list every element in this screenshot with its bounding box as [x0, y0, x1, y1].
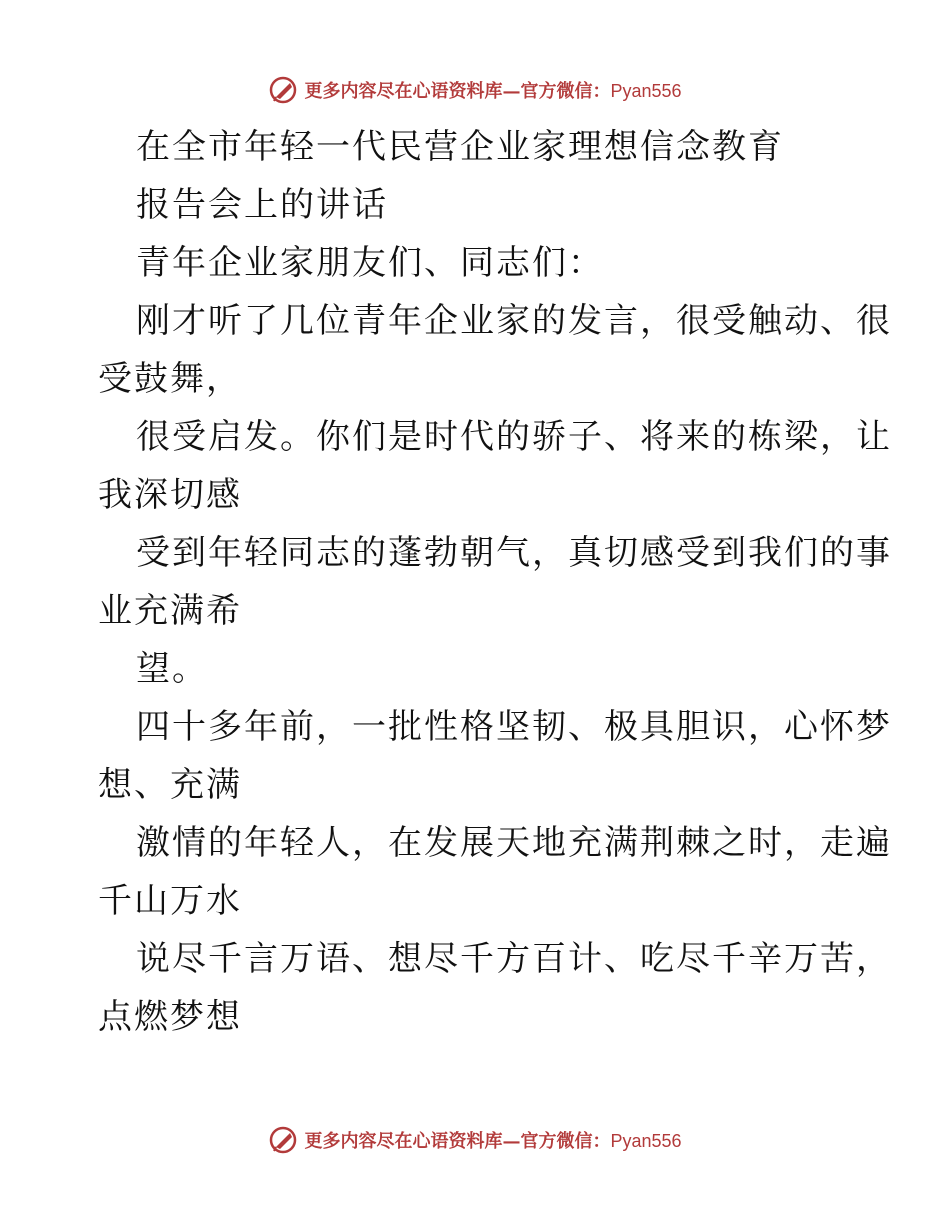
body-line: 想、充满: [98, 765, 242, 805]
body-line: 点燃梦想: [98, 997, 242, 1037]
document-body: [98, 118, 892, 1046]
footer-watermark-banner: [0, 1120, 950, 1160]
footer-watermark-handle: Pyan556: [610, 1131, 682, 1151]
title-line-2: 报告会上的讲话: [136, 185, 388, 225]
body-line: 千山万水: [98, 881, 242, 921]
body-line: 业充满希: [98, 591, 242, 631]
body-line: 说尽千言万语、想尽千方百计、吃尽千辛万苦，: [136, 939, 892, 979]
body-line: 四十多年前，一批性格坚韧、极具胆识，心怀梦: [136, 707, 892, 747]
salutation-line: 青年企业家朋友们、同志们：: [136, 243, 604, 283]
body-line: 受鼓舞，: [98, 359, 242, 399]
header-watermark-handle: Pyan556: [610, 81, 682, 101]
body-line: 激情的年轻人，在发展天地充满荆棘之时，走遍: [136, 823, 892, 863]
body-line: 很受启发。你们是时代的骄子、将来的栋梁，让: [136, 417, 892, 457]
footer-watermark-text: 更多内容尽在心语资料库—官方微信：Pyan556: [304, 1131, 682, 1152]
body-line: 望。: [136, 649, 208, 689]
quill-logo-icon: [268, 1125, 298, 1155]
header-watermark-banner: [0, 70, 950, 110]
body-line: 刚才听了几位青年企业家的发言，很受触动、很: [136, 301, 892, 341]
header-watermark-text: 更多内容尽在心语资料库—官方微信：Pyan556: [304, 81, 682, 102]
body-line: 受到年轻同志的蓬勃朝气，真切感受到我们的事: [136, 533, 892, 573]
quill-logo-icon: [268, 75, 298, 105]
title-line-1: 在全市年轻一代民营企业家理想信念教育: [136, 127, 784, 167]
body-line: 我深切感: [98, 475, 242, 515]
